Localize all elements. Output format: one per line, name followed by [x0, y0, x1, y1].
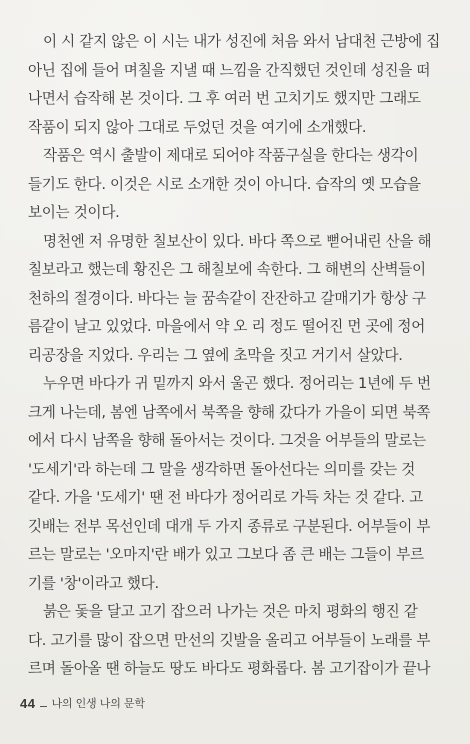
text-line: 름같이 날고 있었다. 마을에서 약 오 리 정도 떨어진 먼 곳에 정어 [28, 318, 426, 335]
text-line: 같다. 가을 '도세기' 땐 전 바다가 정어리로 가득 차는 것 같다. 고 [28, 489, 423, 506]
page-footer [20, 693, 145, 713]
text-line: 깃배는 전부 목선인데 대개 두 가지 종류로 구분된다. 어부들이 부 [28, 517, 431, 535]
text-line: 크게 나는데, 봄엔 남쪽에서 북쪽을 향해 갔다가 가을이 되면 북쪽 [28, 403, 431, 421]
text-line: 명천엔 저 유명한 칠보산이 있다. 바다 쪽으로 뻗어내린 산을 해 [43, 232, 432, 250]
text-line: '도세기'라 하는데 그 말을 생각하면 돌아선다는 의미를 갖는 것 [28, 460, 416, 478]
text-line: 작품이 되지 않아 그대로 두었던 것을 여기에 소개했다. [28, 118, 367, 136]
page-number: 44 [20, 695, 36, 711]
text-line: 르는 말로는 '오마지'란 배가 있고 그보다 좀 큰 배는 그들이 부르 [28, 546, 424, 563]
text-line: 아닌 집에 들어 며칠을 지낼 때 느낌을 간직했던 것인데 성진을 떠 [28, 61, 431, 79]
running-title: 나의 인생 나의 문학 [51, 697, 145, 710]
text-line: 작품은 역시 출발이 제대로 되어야 작품구실을 한다는 생각이 [43, 147, 419, 164]
text-line: 리공장을 지었다. 우리는 그 옆에 초막을 짓고 거기서 살았다. [28, 346, 403, 364]
text-line: 누우면 바다가 귀 밑까지 와서 울곤 했다. 정어리는 1년에 두 번 [43, 375, 431, 392]
text-line: 들기도 한다. 이것은 시로 소개한 것이 아니다. 습작의 옛 모습을 [28, 175, 421, 193]
text-line: 칠보라고 했는데 황진은 그 해칠보에 속한다. 그 해변의 산벽들이 [28, 261, 426, 278]
text-line: 천하의 절경이다. 바다는 늘 꿈속같이 잔잔하고 갈매기가 항상 구 [28, 289, 426, 307]
paragraph [28, 142, 448, 228]
body-text [28, 28, 448, 684]
paragraph [28, 598, 448, 684]
paragraph [28, 228, 448, 371]
text-line: 나면서 습작해 본 것이다. 그 후 여러 번 고치기도 했지만 그래도 [28, 90, 421, 107]
footer-separator [40, 706, 47, 707]
paragraph [28, 28, 448, 142]
text-line: 기를 '창'이라고 했다. [28, 574, 159, 592]
text-line: 보이는 것이다. [28, 204, 120, 221]
text-line: 다. 고기를 많이 잡으면 만선의 깃발을 올리고 어부들이 노래를 부 [28, 631, 431, 649]
text-line: 이 시 같지 않은 이 시는 내가 성진에 처음 와서 남대천 근방에 집 [43, 33, 441, 50]
text-line: 에서 다시 남쪽을 향해 돌아서는 것이다. 그것을 어부들의 말로는 [28, 432, 426, 449]
text-line: 르며 돌아올 땐 하늘도 땅도 바다도 평화롭다. 봄 고기잡이가 끝나 [28, 660, 431, 677]
text-line: 붉은 돛을 달고 고기 잡으러 나가는 것은 마치 평화의 행진 같 [43, 603, 418, 620]
paragraph [28, 370, 448, 598]
